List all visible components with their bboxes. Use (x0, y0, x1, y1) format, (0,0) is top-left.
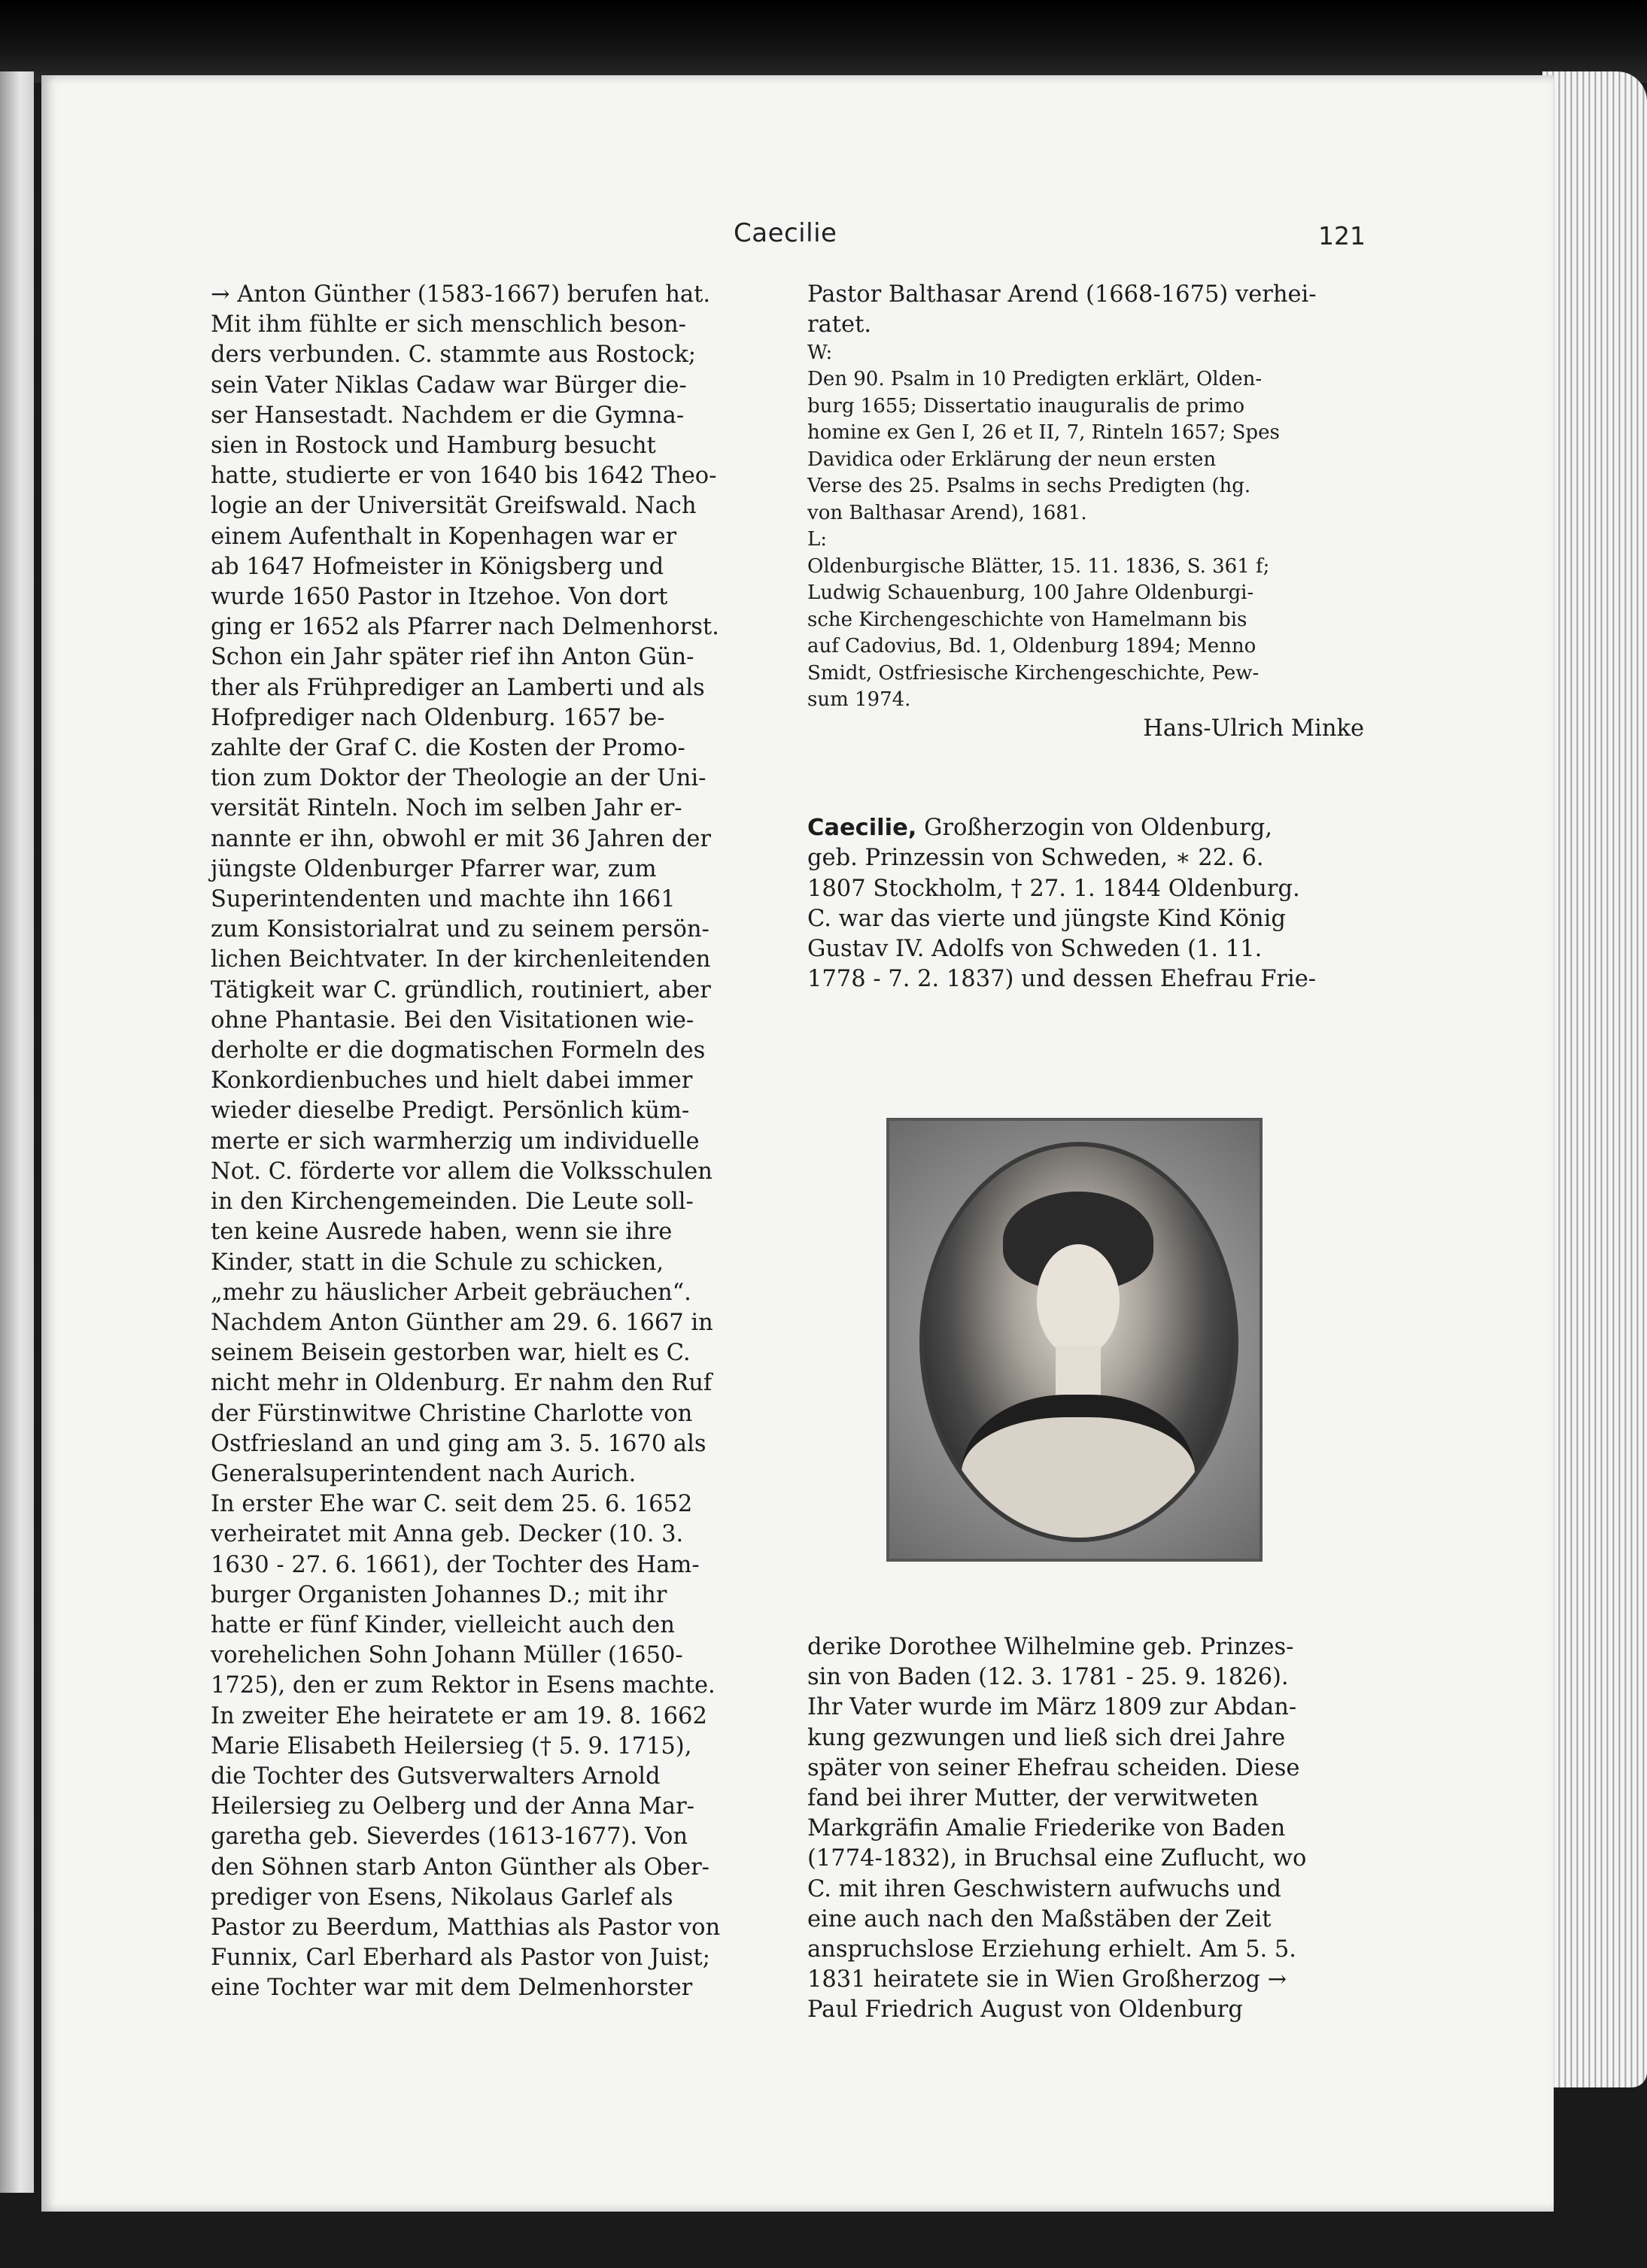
text-line: nicht mehr in Oldenburg. Er nahm den Ruf (211, 1370, 713, 1397)
literature-line: sum 1974. (807, 688, 911, 712)
text-line: kung gezwungen und ließ sich drei Jahre (807, 1724, 1286, 1751)
left-page-edge (0, 71, 34, 2193)
text-line: vorehelichen Sohn Johann Müller (1650- (211, 1642, 683, 1669)
literature-line: sche Kirchengeschichte von Hamelmann bis (807, 608, 1247, 631)
text-line: burger Organisten Johannes D.; mit ihr (211, 1581, 667, 1608)
portrait-image (886, 1118, 1263, 1562)
text-line: Kinder, statt in die Schule zu schicken, (211, 1249, 664, 1276)
text-line: sin von Baden (12. 3. 1781 - 25. 9. 1826). (807, 1664, 1289, 1691)
text-line: Tätigkeit war C. gründlich, routiniert, aber (211, 976, 711, 1003)
works-line: homine ex Gen I, 26 et II, 7, Rinteln 1657; Spes (807, 421, 1280, 445)
right-column-top (807, 280, 1364, 994)
text-line: 1807 Stockholm, † 27. 1. 1844 Oldenburg. (807, 875, 1300, 902)
text-line: jüngste Oldenburger Pfarrer war, zum (211, 855, 657, 882)
text-line: ohne Phantasie. Bei den Visitationen wie- (211, 1006, 694, 1034)
text-line: ser Hansestadt. Nachdem er die Gymna- (211, 402, 685, 429)
works-line: Verse des 25. Psalms in sechs Predigten (hg. (807, 475, 1251, 498)
left-column (211, 280, 756, 2004)
text-line: merte er sich warmherzig um individuelle (211, 1128, 700, 1155)
text-line: Superintendenten und machte ihn 1661 (211, 886, 676, 913)
text-line: Ostfriesland an und ging am 3. 5. 1670 als (211, 1430, 707, 1457)
text-line: ders verbunden. C. stammte aus Rostock; (211, 342, 696, 369)
text-line: derholte er die dogmatischen Formeln des (211, 1037, 706, 1064)
book-binding-top (0, 0, 1647, 83)
entry-title: Großherzogin von Oldenburg, (924, 815, 1272, 842)
text-line: Not. C. förderte vor allem die Volksschulen (211, 1158, 713, 1185)
text-line: hatte, studierte er von 1640 bis 1642 Theo- (211, 463, 717, 490)
works-label: W: (807, 342, 833, 365)
text-line: ther als Frühprediger an Lamberti und als (211, 674, 705, 701)
literature-line: Oldenburgische Blätter, 15. 11. 1836, S. 361 f; (807, 554, 1270, 578)
works-line: Davidica oder Erklärung der neun ersten (807, 448, 1217, 471)
text-line: garetha geb. Sieverdes (1613-1677). Von (211, 1823, 688, 1851)
text-line: Pastor Balthasar Arend (1668-1675) verhei- (807, 281, 1317, 308)
portrait-face (1037, 1244, 1120, 1357)
text-line: Gustav IV. Adolfs von Schweden (1. 11. (807, 935, 1263, 962)
text-line: Nachdem Anton Günther am 29. 6. 1667 in (211, 1309, 713, 1336)
works-line: burg 1655; Dissertatio inauguralis de primo (807, 394, 1245, 417)
portrait-oval (919, 1142, 1238, 1542)
text-line: C. mit ihren Geschwistern aufwuchs und (807, 1875, 1281, 1902)
text-line: C. war das vierte und jüngste Kind König (807, 905, 1286, 932)
text-line: anspruchslose Erziehung erhielt. Am 5. 5. (807, 1936, 1297, 1963)
text-line: Mit ihm fühlte er sich menschlich beson- (211, 311, 686, 339)
text-line: sien in Rostock und Hamburg besucht (211, 433, 656, 460)
author-signature: Hans-Ulrich Minke (1143, 715, 1364, 742)
literature-line: Ludwig Schauenburg, 100 Jahre Oldenburgi- (807, 581, 1254, 605)
page-stack-edge (1542, 71, 1647, 2087)
text-line: den Söhnen starb Anton Günther als Ober- (211, 1854, 710, 1881)
works-line: Den 90. Psalm in 10 Predigten erklärt, Olden- (807, 368, 1263, 391)
text-line: wieder dieselbe Predigt. Persönlich küm- (211, 1098, 690, 1125)
text-line: ging er 1652 als Pfarrer nach Delmenhorst. (211, 614, 719, 641)
text-line: Schon ein Jahr später rief ihn Anton Gün- (211, 644, 694, 671)
text-line: logie an der Universität Greifswald. Nach (211, 493, 697, 520)
text-line: hatte er fünf Kinder, vielleicht auch den (211, 1611, 675, 1638)
text-line: lichen Beichtvater. In der kirchenleitenden (211, 946, 711, 973)
text-line: ratet. (807, 311, 872, 339)
text-line: in den Kirchengemeinden. Die Leute soll- (211, 1189, 694, 1216)
text-line: ab 1647 Hofmeister in Königsberg und (211, 553, 664, 580)
portrait-dress (962, 1395, 1195, 1542)
text-line: Heilersieg zu Oelberg und der Anna Mar- (211, 1793, 694, 1820)
entry-name: Caecilie, (807, 815, 917, 842)
literature-line: auf Cadovius, Bd. 1, Oldenburg 1894; Menno (807, 635, 1257, 658)
entry-heading-line (807, 813, 1364, 843)
text-line: die Tochter des Gutsverwalters Arnold (211, 1762, 661, 1790)
text-line: → Anton Günther (1583-1667) berufen hat. (211, 281, 711, 308)
works-line: von Balthasar Arend), 1681. (807, 501, 1087, 524)
text-line: geb. Prinzessin von Schweden, ∗ 22. 6. (807, 845, 1264, 872)
text-line: ten keine Ausrede haben, wenn sie ihre (211, 1219, 673, 1246)
text-line: seinem Beisein gestorben war, hielt es C. (211, 1340, 691, 1367)
text-line: fand bei ihrer Mutter, der verwitweten (807, 1785, 1259, 1812)
text-line: Ihr Vater wurde im März 1809 zur Abdan- (807, 1694, 1297, 1721)
text-line: zahlte der Graf C. die Kosten der Promo- (211, 735, 685, 762)
text-line: der Fürstinwitwe Christine Charlotte von (211, 1400, 693, 1427)
text-line: Generalsuperintendent nach Aurich. (211, 1460, 637, 1487)
text-line: verheiratet mit Anna geb. Decker (10. 3. (211, 1521, 684, 1548)
text-line: wurde 1650 Pastor in Itzehoe. Von dort (211, 584, 668, 611)
text-line: eine auch nach den Maßstäben der Zeit (807, 1905, 1272, 1933)
right-column-bottom (807, 1632, 1364, 2026)
text-line: Marie Elisabeth Heilersieg († 5. 9. 1715), (211, 1732, 692, 1759)
text-line: prediger von Esens, Nikolaus Garlef als (211, 1884, 673, 1911)
text-line: später von seiner Ehefrau scheiden. Diese (807, 1754, 1300, 1781)
text-line: In zweiter Ehe heiratete er am 19. 8. 1662 (211, 1702, 707, 1729)
text-line: derike Dorothee Wilhelmine geb. Prinzes- (807, 1634, 1294, 1660)
text-line: zum Konsistorialrat und zu seinem persön- (211, 916, 710, 943)
text-line: 1725), den er zum Rektor in Esens machte. (211, 1672, 716, 1699)
text-line: (1774-1832), in Bruchsal eine Zuflucht, wo (807, 1845, 1307, 1872)
page-number: 121 (1318, 221, 1366, 250)
text-line: Funnix, Carl Eberhard als Pastor von Juist; (211, 1945, 710, 1972)
text-line: „mehr zu häuslicher Arbeit gebräuchen“. (211, 1279, 691, 1306)
text-line: einem Aufenthalt in Kopenhagen war er (211, 523, 677, 550)
text-line: Hofprediger nach Oldenburg. 1657 be- (211, 704, 665, 731)
text-line: nannte er ihn, obwohl er mit 36 Jahren der (211, 825, 711, 852)
text-line: Pastor zu Beerdum, Matthias als Pastor von (211, 1914, 721, 1941)
text-line: 1630 - 27. 6. 1661), der Tochter des Ham- (211, 1551, 700, 1578)
text-line: versität Rinteln. Noch im selben Jahr er- (211, 795, 682, 822)
text-line: In erster Ehe war C. seit dem 25. 6. 1652 (211, 1491, 693, 1518)
literature-line: Smidt, Ostfriesische Kirchengeschichte, Pew- (807, 661, 1260, 685)
text-line: sein Vater Niklas Cadaw war Bürger die- (211, 372, 687, 399)
text-line: Konkordienbuches und hielt dabei immer (211, 1067, 693, 1095)
running-header: Caecilie (734, 218, 837, 248)
text-line: eine Tochter war mit dem Delmenhorster (211, 1975, 693, 2002)
text-line: tion zum Doktor der Theologie an der Uni- (211, 765, 707, 792)
literature-label: L: (807, 528, 828, 551)
text-line: Paul Friedrich August von Oldenburg (807, 1996, 1243, 2024)
text-line: 1778 - 7. 2. 1837) und dessen Ehefrau Frie- (807, 966, 1317, 993)
text-line: 1831 heiratete sie in Wien Großherzog → (807, 1966, 1287, 1993)
text-line: Markgräfin Amalie Friederike von Baden (807, 1815, 1286, 1842)
